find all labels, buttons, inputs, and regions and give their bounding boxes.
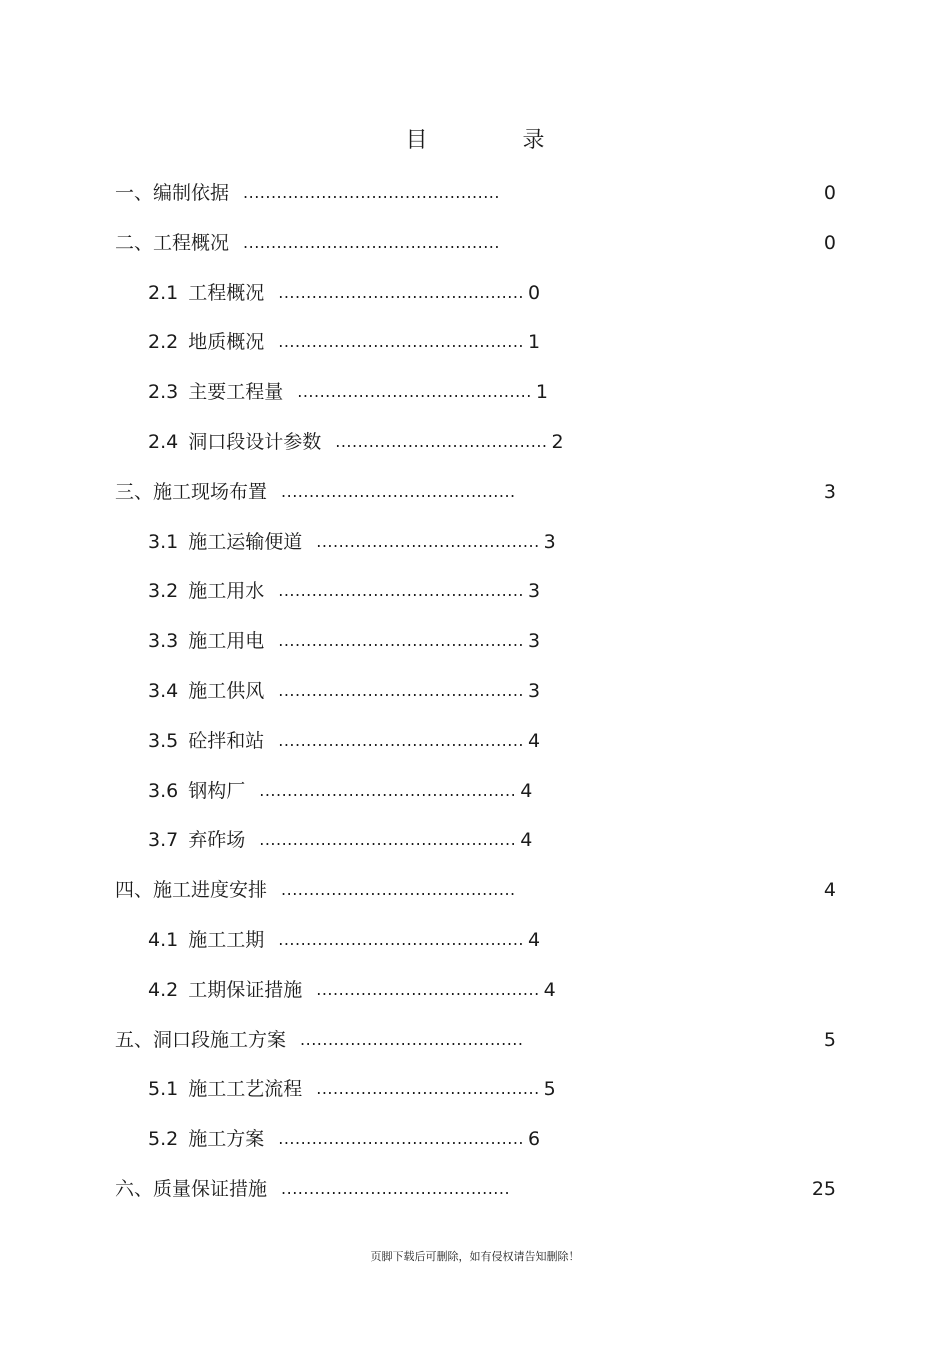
toc-leader-dots: ............................................ bbox=[278, 1129, 525, 1148]
toc-entry[interactable] bbox=[148, 677, 540, 705]
toc-entry[interactable] bbox=[148, 1125, 540, 1153]
toc-entry-label: 主要工程量 bbox=[188, 381, 284, 403]
toc-page-number: 1 bbox=[535, 381, 548, 403]
toc-leader-dots: ............................................ bbox=[278, 283, 525, 302]
toc-leader-dots: .............................................. bbox=[259, 781, 517, 800]
page-title: 目 录 bbox=[405, 128, 589, 153]
toc-entry-number: 2.1 bbox=[148, 282, 179, 304]
toc-entry[interactable] bbox=[148, 727, 540, 755]
toc-entry-label: 钢构厂 bbox=[188, 780, 246, 802]
toc-leader-dots: ........................................ bbox=[300, 1030, 524, 1049]
toc-leader-dots: ............................................ bbox=[278, 332, 525, 351]
toc-entry[interactable] bbox=[148, 826, 532, 854]
toc-entry-number: 3.5 bbox=[148, 730, 179, 752]
toc-leader-dots: .......................................... bbox=[281, 482, 516, 501]
toc-entry-label: 施工供风 bbox=[188, 680, 265, 702]
toc-page-number: 0 bbox=[823, 182, 836, 204]
toc-entry[interactable] bbox=[148, 976, 556, 1004]
toc-entry[interactable] bbox=[148, 279, 540, 307]
page-footer: 页脚下载后可删除，如有侵权请告知删除！ bbox=[370, 1250, 580, 1263]
toc-entry[interactable] bbox=[148, 627, 540, 655]
toc-page-number: 3 bbox=[528, 630, 541, 652]
toc-leader-dots: .......................................... bbox=[281, 880, 516, 899]
toc-page-number: 0 bbox=[528, 282, 541, 304]
toc-leader-dots: ........................................ bbox=[316, 980, 540, 999]
toc-entry[interactable] bbox=[148, 428, 564, 456]
toc-entry-label: 砼拌和站 bbox=[188, 730, 265, 752]
toc-page-number: 4 bbox=[528, 730, 541, 752]
toc-page-number: 3 bbox=[528, 580, 541, 602]
toc-page-number: 2 bbox=[551, 431, 564, 453]
toc-entry[interactable] bbox=[115, 876, 516, 904]
toc-entry[interactable] bbox=[148, 577, 540, 605]
toc-leader-dots: ........................................ bbox=[316, 1079, 540, 1098]
toc-entry-number: 5.2 bbox=[148, 1128, 179, 1150]
toc-entry-number: 3.7 bbox=[148, 829, 179, 851]
toc-entry-number: 2.2 bbox=[148, 331, 179, 353]
toc-entry-label: 工程概况 bbox=[188, 282, 265, 304]
toc-leader-dots: .............................................. bbox=[259, 830, 517, 849]
toc-entry[interactable] bbox=[115, 179, 500, 207]
toc-entry-label: 地质概况 bbox=[188, 331, 265, 353]
toc-page-number: 4 bbox=[520, 829, 533, 851]
toc-page-number: 4 bbox=[543, 979, 556, 1001]
toc-entry-label: 工期保证措施 bbox=[188, 979, 303, 1001]
toc-entry-number: 3.4 bbox=[148, 680, 179, 702]
toc-leader-dots: ...................................... bbox=[335, 432, 548, 451]
toc-entry[interactable] bbox=[148, 328, 540, 356]
toc-entry-label: 施工方案 bbox=[188, 1128, 265, 1150]
toc-leader-dots: .......................................... bbox=[297, 382, 532, 401]
toc-entry-number: 3.2 bbox=[148, 580, 179, 602]
toc-page-number: 4 bbox=[528, 929, 541, 951]
toc-entry-label: 施工用水 bbox=[188, 580, 265, 602]
toc-entry-number: 4.1 bbox=[148, 929, 179, 951]
toc-page-number: 25 bbox=[811, 1178, 836, 1200]
toc-leader-dots: .............................................. bbox=[243, 183, 500, 202]
toc-entry-label: 弃砟场 bbox=[188, 829, 246, 851]
toc-entry[interactable] bbox=[115, 1175, 510, 1203]
toc-leader-dots: ............................................ bbox=[278, 581, 525, 600]
toc-entry[interactable] bbox=[148, 528, 556, 556]
toc-entry-number: 5.1 bbox=[148, 1078, 179, 1100]
toc-entry-number: 2.4 bbox=[148, 431, 179, 453]
toc-page-number: 0 bbox=[823, 232, 836, 254]
toc-entry-label: 施工用电 bbox=[188, 630, 265, 652]
toc-leader-dots: ............................................ bbox=[278, 631, 525, 650]
toc-entry-label: 六、质量保证措施 bbox=[115, 1178, 268, 1200]
toc-page-number: 1 bbox=[528, 331, 541, 353]
toc-entry-number: 3.3 bbox=[148, 630, 179, 652]
toc-entry-label: 二、工程概况 bbox=[115, 232, 230, 254]
toc-entry-label: 五、洞口段施工方案 bbox=[115, 1029, 287, 1051]
toc-entry-label: 施工工期 bbox=[188, 929, 265, 951]
toc-entry[interactable] bbox=[148, 777, 532, 805]
toc-entry[interactable] bbox=[115, 1026, 523, 1054]
toc-leader-dots: ........................................ bbox=[316, 532, 540, 551]
toc-entry[interactable] bbox=[148, 926, 540, 954]
toc-page-number: 4 bbox=[823, 879, 836, 901]
toc-page-number: 3 bbox=[543, 531, 556, 553]
toc-entry-number: 3.6 bbox=[148, 780, 179, 802]
toc-entry-label: 三、施工现场布置 bbox=[115, 481, 268, 503]
toc-page-number: 5 bbox=[543, 1078, 556, 1100]
toc-entry[interactable] bbox=[115, 229, 500, 257]
toc-entry-number: 2.3 bbox=[148, 381, 179, 403]
toc-leader-dots: ............................................ bbox=[278, 930, 525, 949]
toc-leader-dots: ............................................ bbox=[278, 681, 525, 700]
toc-page-number: 3 bbox=[823, 481, 836, 503]
toc-page-number: 3 bbox=[528, 680, 541, 702]
toc-page-number: 6 bbox=[528, 1128, 541, 1150]
toc-entry-label: 一、编制依据 bbox=[115, 182, 230, 204]
toc-entry-label: 洞口段设计参数 bbox=[188, 431, 322, 453]
toc-entry-number: 3.1 bbox=[148, 531, 179, 553]
toc-entry[interactable] bbox=[148, 378, 548, 406]
toc-leader-dots: .............................................. bbox=[243, 233, 500, 252]
toc-entry-label: 四、施工进度安排 bbox=[115, 879, 268, 901]
toc-entry-number: 4.2 bbox=[148, 979, 179, 1001]
toc-leader-dots: ............................................ bbox=[278, 731, 525, 750]
toc-entry-label: 施工工艺流程 bbox=[188, 1078, 303, 1100]
toc-page-number: 4 bbox=[520, 780, 533, 802]
toc-entry[interactable] bbox=[115, 478, 516, 506]
toc-entry-label: 施工运输便道 bbox=[188, 531, 303, 553]
toc-leader-dots: ......................................... bbox=[281, 1179, 511, 1198]
toc-entry[interactable] bbox=[148, 1075, 556, 1103]
toc-page-number: 5 bbox=[823, 1029, 836, 1051]
